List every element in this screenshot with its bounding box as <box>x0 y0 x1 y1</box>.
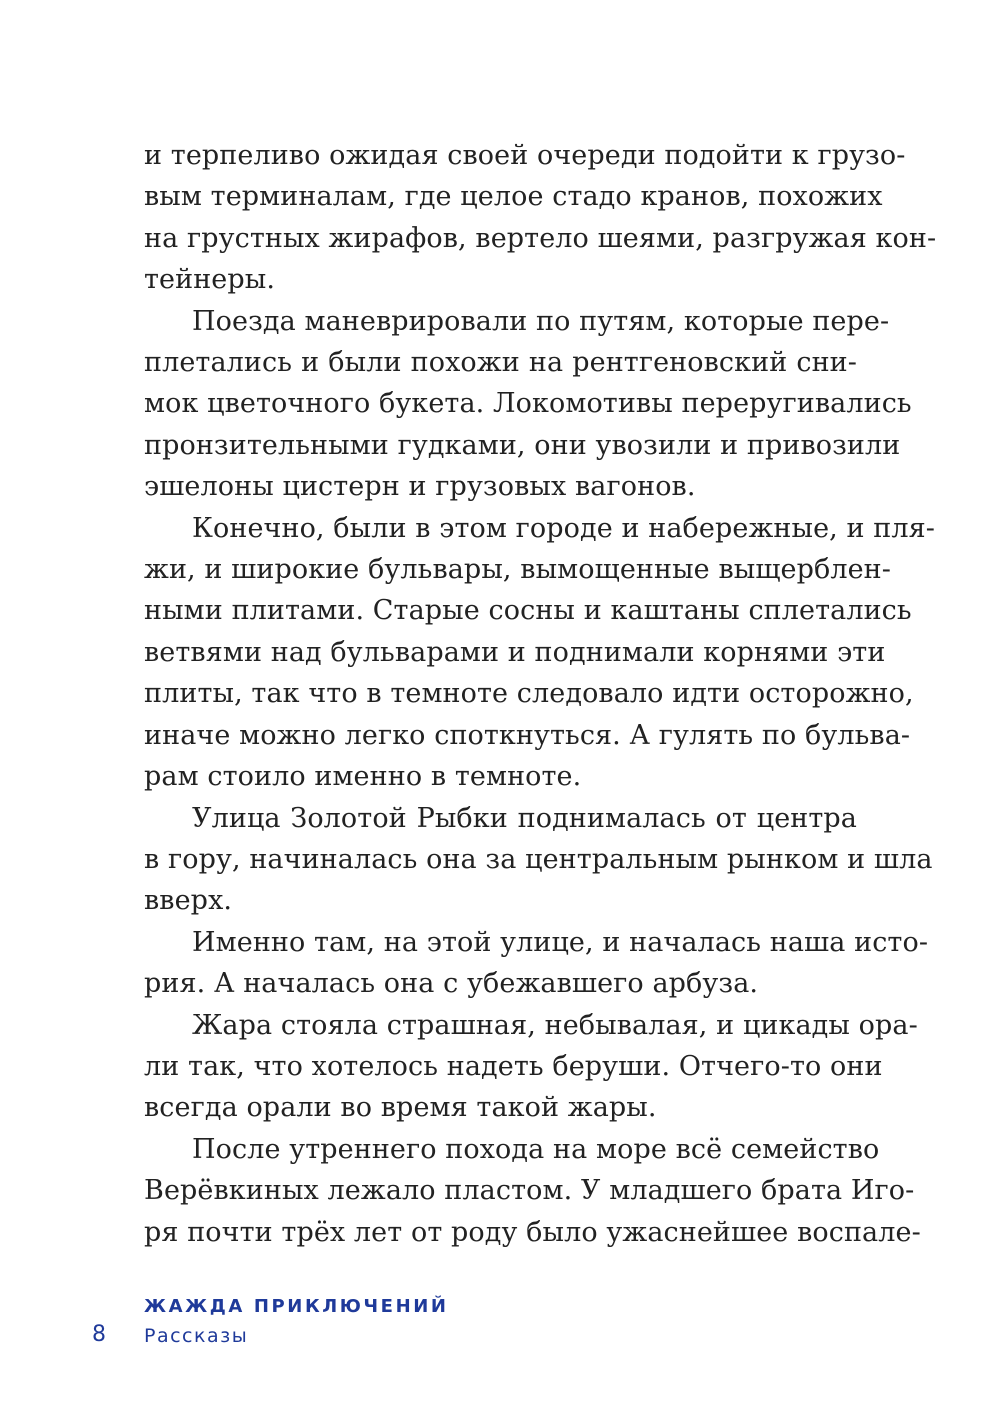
text-line: Жара стояла страшная, небывалая, и цикады ора- <box>192 1009 918 1041</box>
text-line: Конечно, были в этом городе и набережные, и пля- <box>192 512 935 544</box>
paragraph <box>144 135 937 301</box>
text-line: эшелоны цистерн и грузовых вагонов. <box>144 471 696 503</box>
text-line: Улица Золотой Рыбки поднималась от центра <box>192 802 857 834</box>
text-line: ветвями над бульварами и поднимали корнями эти <box>144 636 886 668</box>
body-text <box>144 135 937 1253</box>
text-line: ли так, что хотелось надеть беруши. Отчего-то они <box>144 1050 883 1082</box>
text-line: Именно там, на этой улице, и началась наша исто- <box>192 926 929 958</box>
text-line: пронзительными гудками, они увозили и привозили <box>144 429 901 461</box>
text-line: Верёвкиных лежало пластом. У младшего брата Иго- <box>144 1175 915 1207</box>
text-line: и терпеливо ожидая своей очереди подойти к грузо- <box>144 140 906 171</box>
text-line: вым терминалам, где целое стадо кранов, похожих <box>144 181 883 213</box>
text-line: ными плитами. Старые сосны и каштаны сплетались <box>144 595 912 627</box>
text-line: тейнеры. <box>144 264 276 296</box>
page-number: 8 <box>92 1322 106 1347</box>
text-line: рия. А началась она с убежавшего арбуза. <box>144 968 759 1000</box>
text-line: плетались и были похожи на рентгеновский сни- <box>144 347 857 379</box>
paragraph <box>144 798 933 922</box>
text-line: на грустных жирафов, вертело шеями, разгружая кон- <box>144 222 937 254</box>
paragraph <box>144 301 912 508</box>
text-line: ря почти трёх лет от роду было ужаснейшее воспале- <box>144 1216 921 1248</box>
text-line: Поезда маневрировали по путям, которые пере- <box>192 305 890 337</box>
text-line: всегда орали во время такой жары. <box>144 1092 657 1124</box>
series-title: ЖАЖДА ПРИКЛЮЧЕНИЙ <box>144 1296 449 1317</box>
text-line: жи, и широкие бульвары, вымощенные выщерблен- <box>144 554 891 586</box>
text-line: плиты, так что в темноте следовало идти осторожно, <box>144 678 914 710</box>
text-line: вверх. <box>144 885 233 917</box>
text-line: иначе можно легко споткнуться. А гулять по бульва- <box>144 719 911 751</box>
paragraph <box>144 922 929 1005</box>
text-line: рам стоило именно в темноте. <box>144 761 582 793</box>
paragraph <box>144 508 935 798</box>
paragraph <box>144 1005 918 1129</box>
text-line: После утреннего похода на море всё семейство <box>192 1133 880 1165</box>
paragraph <box>144 1129 921 1253</box>
text-line: мок цветочного букета. Локомотивы переругивались <box>144 388 912 420</box>
text-line: в гору, начиналась она за центральным рынком и шла <box>144 843 933 875</box>
series-subtitle: Рассказы <box>144 1325 249 1347</box>
